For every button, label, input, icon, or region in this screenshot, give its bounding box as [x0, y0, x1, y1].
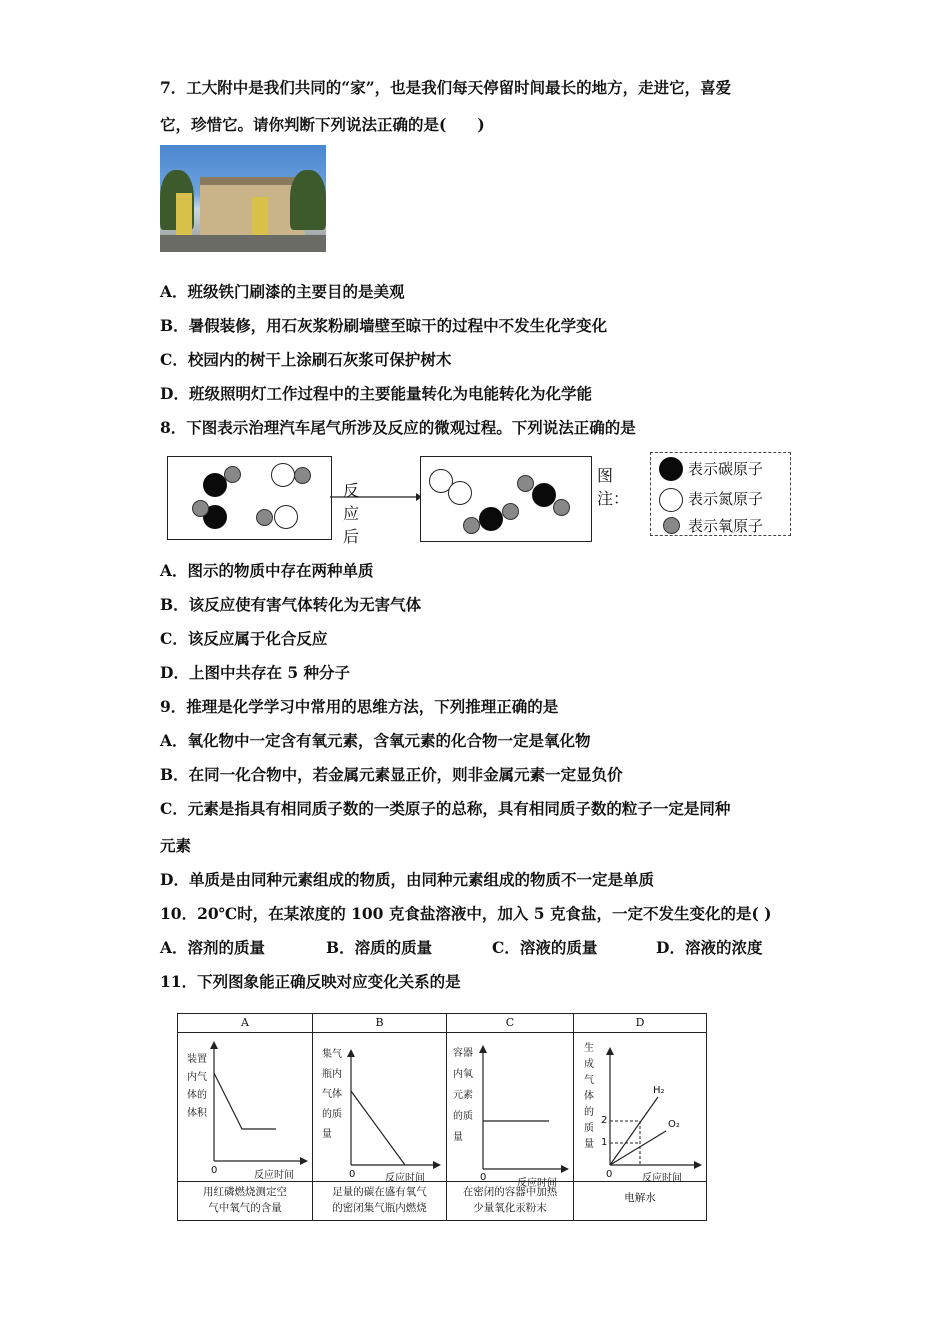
legend-carbon: 表示碳原子	[688, 460, 764, 478]
graph-b-ylabel-5: 量	[322, 1129, 332, 1140]
graph-d-origin: 0	[606, 1169, 613, 1180]
graph-c-xlabel: 反应时间	[517, 1178, 557, 1189]
graph-d-ylabel-6: 质	[584, 1123, 594, 1134]
arrow-label: 反应后	[343, 481, 360, 546]
graph-b-origin: 0	[349, 1169, 356, 1180]
caption-a-line2: 气中氧气的含量	[208, 1202, 282, 1214]
legend-nitrogen: 表示氮原子	[688, 490, 764, 508]
q7-option-b: B．暑假装修，用石灰浆粉刷墙壁至晾干的过程中不发生化学变化	[160, 316, 608, 335]
q9-option-d: D．单质是由同种元素组成的物质，由同种元素组成的物质不一定是单质	[160, 870, 654, 889]
graph-b-ylabel-4: 的质	[322, 1109, 342, 1120]
q7-option-c: C．校园内的树干上涂刷石灰浆可保护树木	[160, 350, 452, 369]
graph-a-ylabel-4: 体积	[187, 1108, 207, 1119]
q8-option-b: B．该反应使有害气体转化为无害气体	[160, 595, 422, 614]
header-b: B	[313, 1014, 447, 1033]
graph-b-ylabel-3: 气体	[322, 1089, 342, 1100]
graph-d-xlabel: 反应时间	[642, 1173, 682, 1184]
q10-option-c: C．溶液的质量	[492, 938, 598, 957]
graph-b	[313, 1033, 447, 1182]
q8-option-d: D．上图中共存在 5 种分子	[160, 663, 351, 682]
q7-stem-line1: 7．工大附中是我们共同的“家”，也是我们每天停留时间最长的地方，走进它，喜爱	[160, 78, 732, 97]
q10-option-a: A．溶剂的质量	[160, 938, 266, 957]
caption-d-line1: 电解水	[624, 1192, 656, 1204]
legend-title: 图注：	[597, 466, 630, 508]
caption-b-line1: 足量的碳在盛有氧气	[332, 1186, 427, 1198]
caption-a-line1: 用红磷燃烧测定空	[203, 1186, 287, 1198]
q7-option-a: A．班级铁门刷漆的主要目的是美观	[160, 282, 405, 301]
graph-c-ylabel-3: 元素	[453, 1090, 473, 1101]
graph-d-ylabel-2: 成	[584, 1059, 594, 1070]
graph-a	[178, 1033, 313, 1182]
q9-stem: 9．推理是化学学习中常用的思维方法，下列推理正确的是	[160, 697, 559, 716]
legend-oxygen: 表示氧原子	[688, 517, 764, 535]
header-c: C	[447, 1014, 574, 1033]
graph-a-xlabel: 反应时间	[254, 1170, 294, 1181]
graph-d-o2-label: O₂	[668, 1119, 680, 1130]
graph-a-ylabel-3: 体的	[187, 1090, 207, 1101]
graph-d	[574, 1033, 707, 1182]
q10-option-b: B．溶质的质量	[326, 938, 433, 957]
header-d: D	[574, 1014, 707, 1033]
graph-d-ylabel-3: 气	[584, 1075, 594, 1086]
caption-c-line2: 少量氧化汞粉末	[473, 1202, 547, 1214]
graph-table	[177, 1013, 707, 1221]
caption-d	[574, 1182, 707, 1221]
caption-b-line2: 的密闭集气瓶内燃烧	[332, 1202, 427, 1214]
graph-d-ylabel-7: 量	[584, 1139, 594, 1150]
graph-c-ylabel-5: 量	[453, 1132, 463, 1143]
graph-d-tick-2: 2	[601, 1115, 608, 1126]
graph-c-origin: 0	[480, 1172, 487, 1183]
q8-stem: 8．下图表示治理汽车尾气所涉及反应的微观过程。下列说法正确的是	[160, 418, 636, 437]
graph-d-tick-1: 1	[601, 1137, 608, 1148]
graph-d-ylabel-5: 的	[584, 1107, 594, 1118]
q10-option-d: D．溶液的浓度	[656, 938, 763, 957]
caption-c-line1: 在密闭的容器中加热	[462, 1186, 558, 1198]
graph-a-origin: 0	[211, 1165, 218, 1176]
graph-d-ylabel-1: 生	[584, 1043, 594, 1054]
reactants-box	[167, 456, 332, 540]
graph-c	[447, 1033, 574, 1189]
caption-b	[313, 1182, 447, 1221]
q9-option-a: A．氧化物中一定含有氧元素，含氧元素的化合物一定是氧化物	[160, 731, 591, 750]
q8-option-c: C．该反应属于化合反应	[160, 629, 328, 648]
q11-stem: 11．下列图象能正确反映对应变化关系的是	[160, 972, 461, 991]
q10-stem: 10．20℃时，在某浓度的 100 克食盐溶液中，加入 5 克食盐，一定不发生变化的是( )	[160, 904, 772, 923]
graph-c-ylabel-1: 容器	[453, 1048, 473, 1059]
graph-c-ylabel-4: 的质	[453, 1111, 473, 1122]
q9-option-c-cont: 元素	[160, 836, 192, 855]
caption-a	[178, 1182, 313, 1221]
q8-option-a: A．图示的物质中存在两种单质	[160, 561, 374, 580]
q9-option-b: B．在同一化合物中，若金属元素显正价，则非金属元素一定显负价	[160, 765, 623, 784]
graph-d-h2-label: H₂	[653, 1085, 665, 1096]
graph-c-ylabel-2: 内氧	[453, 1069, 473, 1080]
graph-a-ylabel-1: 装置	[187, 1054, 207, 1065]
q7-option-d: D．班级照明灯工作过程中的主要能量转化为电能转化为化学能	[160, 384, 592, 403]
school-gate-photo	[160, 145, 326, 252]
products-box	[420, 456, 592, 542]
graph-b-xlabel: 反应时间	[385, 1173, 425, 1184]
graph-b-ylabel-1: 集气	[322, 1049, 342, 1060]
header-a: A	[178, 1014, 313, 1033]
graph-d-ylabel-4: 体	[584, 1091, 594, 1102]
legend-box	[650, 452, 791, 536]
q9-option-c: C．元素是指具有相同质子数的一类原子的总称，具有相同质子数的粒子一定是同种	[160, 799, 731, 818]
graph-b-ylabel-2: 瓶内	[322, 1069, 342, 1080]
q7-stem-line2: 它，珍惜它。请你判断下列说法正确的是( )	[160, 115, 485, 134]
graph-a-ylabel-2: 内气	[187, 1072, 207, 1083]
